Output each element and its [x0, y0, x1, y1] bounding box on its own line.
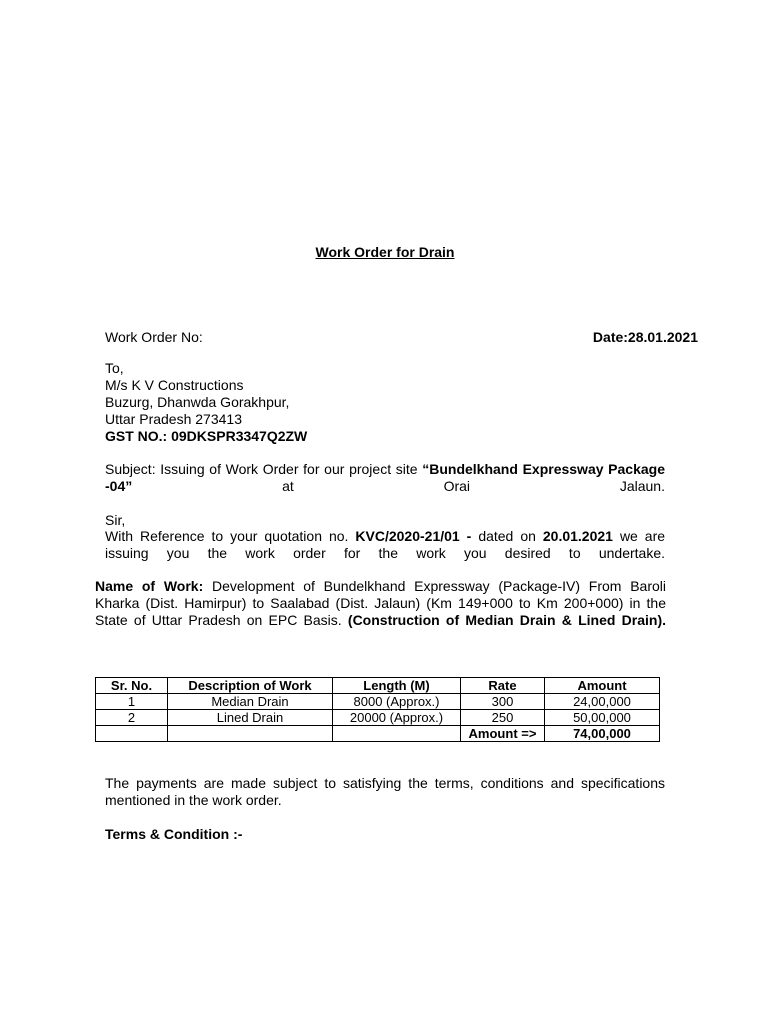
table-cell: 1	[96, 694, 168, 710]
reference-part2: dated on	[478, 528, 536, 544]
table-cell: Lined Drain	[168, 710, 333, 726]
col-header-sr-no: Sr. No.	[96, 678, 168, 694]
total-value: 74,00,000	[545, 726, 660, 742]
table-cell: 24,00,000	[545, 694, 660, 710]
table-header-row	[96, 678, 660, 694]
table-cell: 8000 (Approx.)	[333, 694, 461, 710]
table-cell: 20000 (Approx.)	[333, 710, 461, 726]
table-total-row	[96, 726, 660, 742]
subject-suffix: at Orai Jalaun.	[282, 478, 665, 494]
subject-project: “Bundelkhand Expressway Package -04”	[105, 461, 666, 494]
order-date: Date:28.01.2021	[592, 329, 698, 345]
table-cell	[168, 726, 333, 742]
reference-paragraph	[105, 528, 665, 579]
name-of-work-paragraph	[95, 578, 666, 646]
col-header-length: Length (M)	[333, 678, 461, 694]
table-cell: 2	[96, 710, 168, 726]
address-to: To,	[105, 360, 124, 376]
address-line1: Buzurg, Dhanwda Gorakhpur,	[105, 394, 290, 410]
table-row	[96, 710, 660, 726]
table-row	[96, 694, 660, 710]
total-label: Amount =>	[461, 726, 545, 742]
table-cell: 300	[461, 694, 545, 710]
table-cell: 250	[461, 710, 545, 726]
table-cell	[96, 726, 168, 742]
payments-paragraph: The payments are made subject to satisfying the terms, conditions and specifications mentioned in the work order.	[105, 775, 665, 808]
work-table	[95, 677, 660, 742]
quotation-number: KVC/2020-21/01 -	[355, 528, 472, 544]
salutation: Sir,	[105, 512, 126, 528]
table-cell: Median Drain	[168, 694, 333, 710]
name-of-work-text: Development of Bundelkhand Expressway (Package-IV) From Baroli Kharka (Dist. Hamirpur) to Saalabad (Dist. Jalaun) (Km 149+000 to Km 200+000) in the State of Uttar Pradesh on EPC Basis.	[95, 578, 666, 628]
address-block	[105, 360, 307, 445]
table-cell: 50,00,000	[545, 710, 660, 726]
terms-heading: Terms & Condition :-	[105, 826, 243, 842]
subject-paragraph	[105, 461, 665, 512]
table-cell	[333, 726, 461, 742]
address-line2: Uttar Pradesh 273413	[105, 411, 242, 427]
col-header-rate: Rate	[461, 678, 545, 694]
name-of-work-bold: (Construction of Median Drain & Lined Drain).	[347, 612, 667, 628]
reference-part3: we are issuing you the work order for the work you desired to undertake.	[105, 528, 666, 561]
contractor-name: M/s K V Constructions	[105, 377, 244, 393]
reference-part1: With Reference to your quotation no.	[105, 528, 349, 544]
name-of-work-label: Name of Work:	[95, 578, 204, 594]
col-header-description: Description of Work	[168, 678, 333, 694]
col-header-amount: Amount	[545, 678, 660, 694]
subject-prefix: Subject: Issuing of Work Order for our project site	[105, 461, 418, 477]
gst-number: GST NO.: 09DKSPR3347Q2ZW	[105, 428, 308, 444]
work-order-no-label: Work Order No:	[105, 329, 203, 345]
page-title: Work Order for Drain	[315, 244, 455, 260]
quotation-date: 20.01.2021	[542, 528, 613, 544]
